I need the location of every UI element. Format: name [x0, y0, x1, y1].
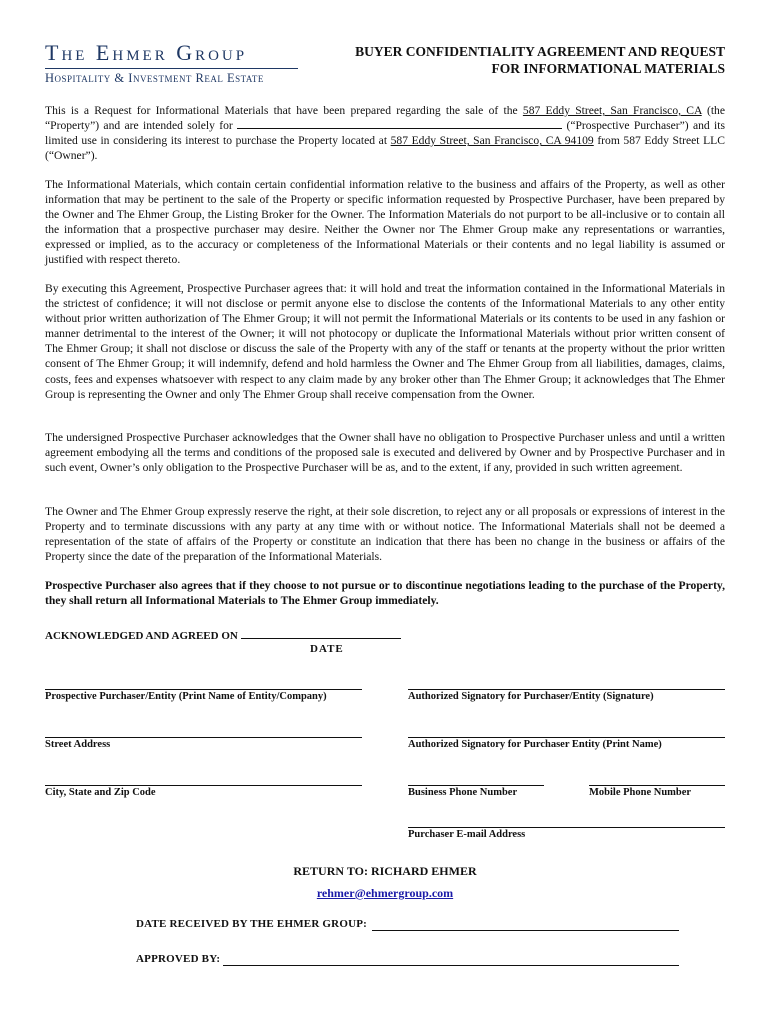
date-received-line[interactable] — [372, 929, 679, 931]
prospective-purchaser-blank[interactable] — [237, 118, 562, 129]
signatory-print-label: Authorized Signatory for Purchaser Entity (Print Name) — [408, 739, 662, 750]
document-title — [325, 43, 725, 77]
purchaser-email-label: Purchaser E-mail Address — [408, 829, 526, 840]
company-logo — [45, 40, 305, 86]
return-materials-paragraph: Prospective Purchaser also agrees that if they choose to not pursue or to discontinue negotiations leading to the purchase of the Property, they shall return all Informational Materials to The Ehmer Group immediately. — [45, 579, 725, 608]
owner-obligation-paragraph: The undersigned Prospective Purchaser acknowledges that the Owner shall have no obligation to Prospective Purchaser unless and until a written agreement embodying all the terms and conditions of the proposed sale is executed and delivered by Owner and by Prospective Purchaser and in such event, Owner’s only obligation to the Prospective Purchaser will be as, and to the extent, if any, provided in such written agreement. — [45, 431, 725, 475]
signatory-signature-line[interactable] — [408, 688, 725, 690]
business-phone-label: Business Phone Number — [408, 787, 518, 798]
title-line-2: FOR INFORMATIONAL MATERIALS — [491, 61, 725, 76]
logo-main-text: The Ehmer Group — [45, 40, 248, 65]
informational-materials-paragraph: The Informational Materials, which contain certain confidential information relative to the business and affairs of the Property, as well as other information that may be pertinent to the sale of the Property or specific information requested by Prospective Purchaser, have been prepared by the Owner and The Ehmer Group, the Listing Broker for the Owner. The Information Materials do not purport to be all-inclusive or to contain all the information that a prospective purchaser may desire. Neither the Owner nor The Ehmer Group make any representations or warranties, expressed or implied, as to the accuracy or completeness of the Informational Materials or their contents and no legal liability is assumed or justified with respect thereto. — [45, 178, 725, 267]
logo-sub-text: Hospitality & Investment Real Estate — [45, 68, 298, 86]
mobile-phone-label: Mobile Phone Number — [589, 787, 692, 798]
purchaser-entity-label: Prospective Purchaser/Entity (Print Name of Entity/Company) — [45, 691, 327, 702]
title-line-1: BUYER CONFIDENTIALITY AGREEMENT AND REQUEST — [355, 44, 725, 59]
mobile-phone-line[interactable] — [589, 784, 725, 786]
purchaser-email-line[interactable] — [408, 826, 725, 828]
approved-by-line[interactable] — [223, 964, 679, 966]
return-to-label: RETURN TO: RICHARD EHMER — [293, 864, 477, 878]
date-received-label: DATE RECEIVED BY THE EHMER GROUP: — [136, 918, 368, 930]
confidentiality-terms-paragraph: By executing this Agreement, Prospective Purchaser agrees that: it will hold and treat the information contained in the Informational Materials in the strictest of confidence; it will not disclose or permit anyone else to disclose the contents of the Informational Materials to any other entity without prior written authorization of The Ehmer Group; it will not permit the Informational Materials or its contents to be used in any fashion or manner detrimental to the interest of the Owner; it will not photocopy or duplicate the Informational Materials without prior written consent of The Ehmer Group; it shall not disclose or discuss the sale of the Property with any of the staff or tenants at the property without the prior written consent of The Ehmer Group; it will indemnify, defend and hold harmless the Owner and The Ehmer Group from all liabilities, damages, claims, costs, fees and expenses whatsoever with respect to any claim made by any broker other than The Ehmer Group; it acknowledges that The Ehmer Group is representing the Owner and only The Ehmer Group shall receive compensation from the Owner. — [45, 282, 725, 401]
reservation-of-rights-paragraph: The Owner and The Ehmer Group expressly reserve the right, at their sole discretion, to reject any or all proposals or expressions of interest in the Property and to terminate discussions with any party at any time with or without notice. The Informational Materials shall not be deemed a representation of the state of affairs of the Property or constitute an indication that there has been no change in the business or affairs of the Property since the date of the preparation of the Informational Materials. — [45, 505, 725, 564]
intro-text-4: from 587 Eddy Street LLC (“Owner”). — [45, 134, 725, 163]
acknowledged-row — [45, 628, 401, 642]
business-phone-line[interactable] — [408, 784, 544, 786]
city-state-zip-label: City, State and Zip Code — [45, 787, 156, 798]
intro-text-2: (the “Property”) and are intended solely for — [45, 104, 726, 133]
city-state-zip-line[interactable] — [45, 784, 362, 786]
property-address-2: 587 Eddy Street, San Francisco, CA 94109 — [390, 134, 594, 148]
approved-by-label: APPROVED BY: — [136, 953, 221, 965]
street-address-line[interactable] — [45, 736, 362, 738]
intro-text-3: (“Prospective Purchaser”) and its limited use in considering its interest to purchase the Property located at — [45, 119, 726, 148]
ack-date-line[interactable] — [241, 628, 401, 639]
intro-text-1: This is a Request for Informational Materials that have been prepared regarding the sale of the — [45, 104, 523, 117]
signatory-print-line[interactable] — [408, 736, 725, 738]
acknowledged-label: ACKNOWLEDGED AND AGREED ON — [45, 630, 238, 642]
date-label: DATE — [310, 643, 344, 655]
return-email-link[interactable]: rehmer@ehmergroup.com — [316, 886, 454, 900]
signatory-signature-label: Authorized Signatory for Purchaser/Entity (Signature) — [408, 691, 654, 702]
purchaser-entity-line[interactable] — [45, 688, 362, 690]
intro-paragraph — [45, 103, 725, 163]
property-address-1: 587 Eddy Street, San Francisco, CA — [522, 104, 702, 117]
street-address-label: Street Address — [45, 739, 111, 750]
